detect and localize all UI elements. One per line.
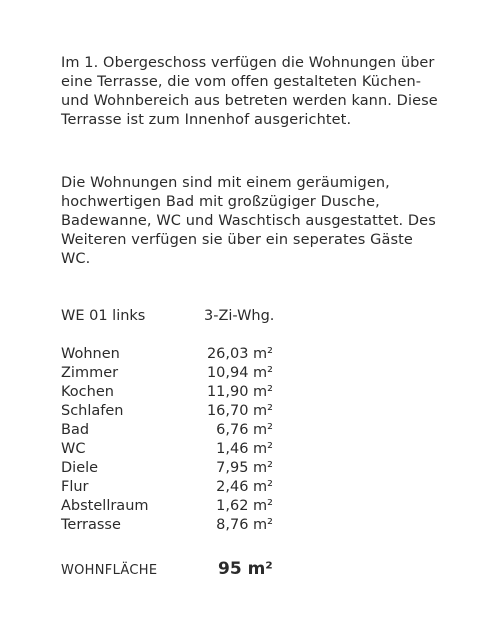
room-row (61, 383, 281, 402)
room-area: 6,76 m² (216, 422, 273, 438)
room-area: 2,46 m² (216, 479, 273, 495)
room-row (61, 459, 281, 478)
room-row (61, 364, 281, 383)
room-area: 8,76 m² (216, 517, 273, 533)
room-row (61, 421, 281, 440)
room-name: Bad (61, 422, 90, 438)
room-area: 26,03 m² (206, 346, 273, 362)
room-area: 16,70 m² (206, 403, 273, 419)
room-row (61, 402, 281, 421)
intro-paragraph-terrace: Im 1. Obergeschoss verfügen die Wohnungen über eine Terrasse, die vom offen gestalteten Küchen- und Wohnbereich aus betreten werden kann. Diese Terrasse ist zum Innenhof ausgerichtet. (61, 55, 438, 128)
room-name: WC (61, 441, 86, 457)
room-row (61, 345, 281, 364)
room-area: 7,95 m² (216, 460, 273, 476)
room-name: Terrasse (61, 517, 121, 533)
room-area: 1,46 m² (216, 441, 273, 457)
room-area-list (61, 345, 281, 535)
total-value: 95 m² (218, 559, 273, 579)
room-name: Schlafen (61, 403, 124, 419)
room-area: 1,62 m² (216, 498, 273, 514)
total-label: WOHNFLÄCHE (61, 563, 158, 578)
room-row (61, 440, 281, 459)
room-row (61, 478, 281, 497)
room-row (61, 516, 281, 535)
total-living-area (61, 559, 301, 585)
room-area: 11,90 m² (206, 384, 273, 400)
room-name: Kochen (61, 384, 114, 400)
room-name: Diele (61, 460, 99, 476)
room-name: Zimmer (61, 365, 119, 381)
unit-type: 3-Zi-Whg. (204, 308, 275, 324)
intro-paragraph-bathroom: Die Wohnungen sind mit einem geräumigen, hochwertigen Bad mit großzügiger Dusche, Badewanne, WC und Waschtisch ausgestattet. Des Weiteren verfügen sie über ein seperates Gäste WC. (61, 175, 436, 267)
room-area: 10,94 m² (206, 365, 273, 381)
room-name: Abstellraum (61, 498, 149, 514)
unit-name: WE 01 links (61, 308, 146, 324)
unit-header (61, 307, 361, 326)
room-name: Flur (61, 479, 89, 495)
room-row (61, 497, 281, 516)
room-name: Wohnen (61, 346, 120, 362)
